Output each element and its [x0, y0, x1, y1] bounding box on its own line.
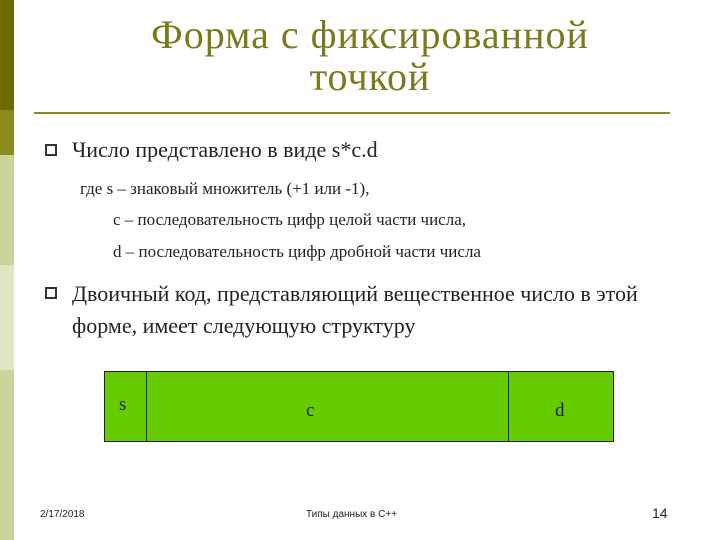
structure-label-c: c [306, 400, 315, 421]
title-underline [34, 112, 670, 114]
page-number: 14 [652, 505, 668, 521]
structure-cell-d [509, 372, 613, 441]
footer-title: Типы данных в C++ [306, 509, 398, 520]
slide-title [40, 14, 700, 98]
structure-cell-c [147, 372, 509, 441]
side-stripe-light [0, 155, 14, 265]
structure-label-d: d [555, 400, 565, 421]
side-stripe-mid [0, 110, 14, 155]
bullet-text-binary-code: Двоичный код, представляющий вещественное число в этой форме, имеет следующую структуру [72, 281, 638, 338]
bullet-text-representation: Число представлено в виде s*c.d [72, 137, 378, 162]
side-stripe-pale [0, 265, 14, 370]
footer-date: 2/17/2018 [40, 509, 85, 520]
sub-text-d: d – последовательность цифр дробной части числа [113, 242, 481, 261]
structure-cell-s [105, 372, 147, 441]
side-stripe-dark [0, 0, 14, 110]
sub-text-c: c – последовательность цифр целой части числа, [113, 210, 467, 229]
slide-title-line1: Форма с фиксированной [151, 12, 589, 57]
bullet-square-icon [45, 287, 57, 299]
slide-title-line2: точкой [309, 54, 431, 99]
bullet-square-icon [45, 144, 57, 156]
sub-text-s: где s – знаковый множитель (+1 или -1), [80, 179, 370, 198]
structure-label-s: s [119, 394, 127, 415]
side-stripe-light-bottom [0, 370, 14, 540]
binary-structure-diagram [104, 371, 614, 442]
